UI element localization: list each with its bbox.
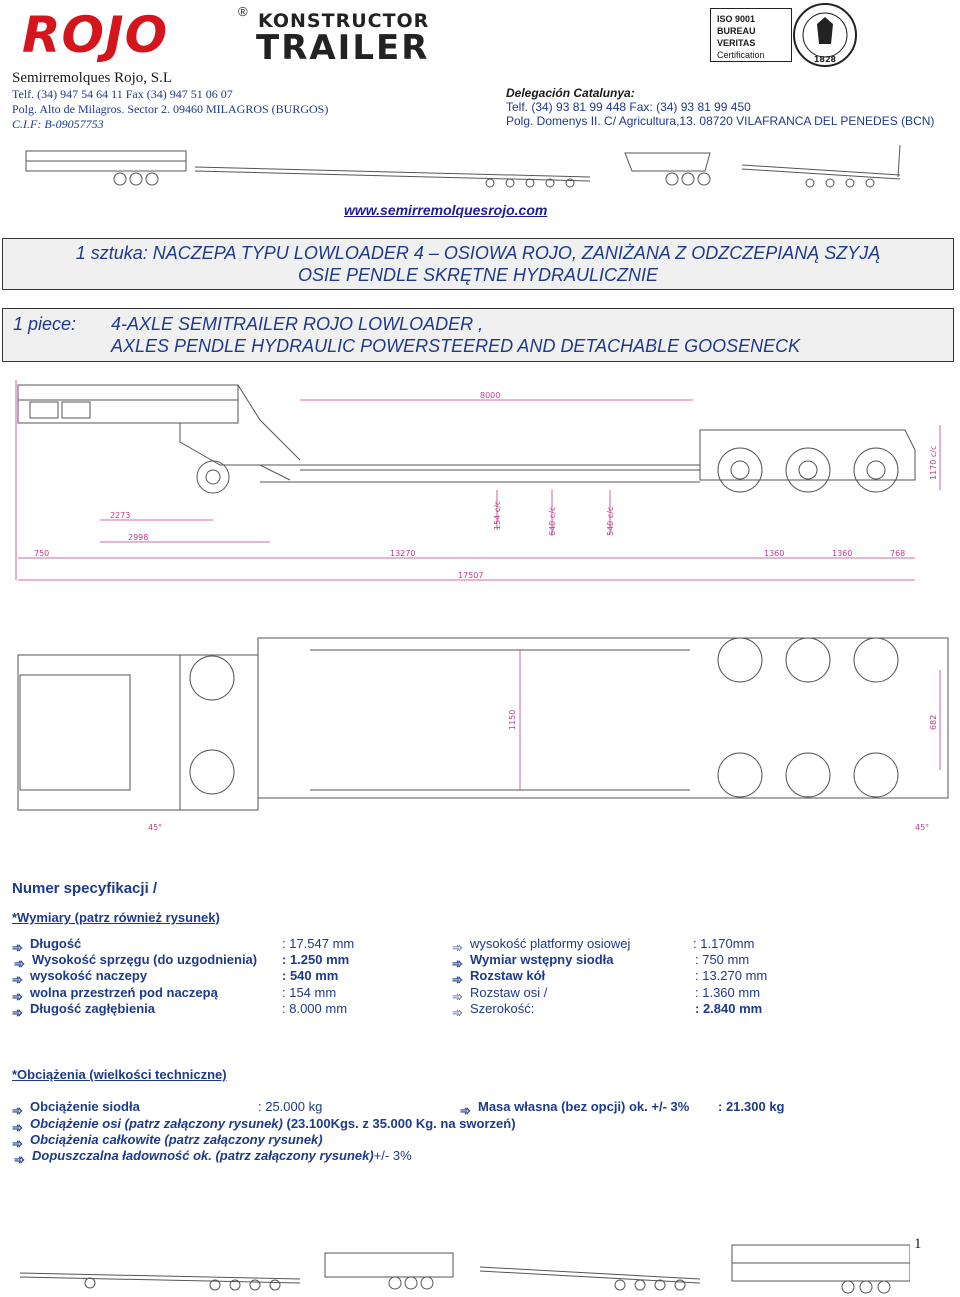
spec-row (12, 1001, 155, 1021)
delegation-title: Delegación Catalunya: (506, 86, 635, 100)
arrow-bullet-icon: ➾ (12, 989, 23, 1005)
company-cif: C.I.F: B-09057753 (12, 117, 104, 131)
load-value: (23.100Kgs. z 35.000 Kg. na sworzeń) (286, 1116, 516, 1131)
arrow-bullet-icon: ➾ (452, 940, 463, 956)
spec-value: : 17.547 mm (282, 936, 355, 951)
company-phone: Telf. (34) 947 54 64 11 Fax (34) 947 51 06 07 (12, 87, 233, 101)
spec-label: wolna przestrzeń pod naczepą (30, 985, 218, 1000)
arrow-bullet-icon: ➾ (460, 1103, 471, 1119)
load-label: Dopuszczalna ładowność ok. (patrz załączony rysunek) (32, 1148, 374, 1163)
cert-line: BUREAU VERITAS (717, 26, 756, 48)
page-number: 1 (914, 1236, 922, 1252)
iso-cert-badge (710, 8, 792, 62)
dim-label: 154 c/c (493, 500, 502, 530)
spec-row (452, 936, 631, 956)
spec-row (452, 968, 546, 988)
arrow-bullet-icon: ➾ (452, 972, 463, 988)
arrow-bullet-icon: ➾ (12, 1103, 23, 1119)
dim-label: 17507 (458, 571, 484, 580)
delegation-address: Polg. Domenys II. C/ Agricultura,13. 08720 VILAFRANCA DEL PENEDES (BCN) (506, 114, 935, 128)
load-row (12, 1132, 323, 1152)
cert-line: ISO 9001 (717, 14, 756, 24)
mass-value: : 21.300 kg (718, 1099, 785, 1114)
dim-label: 682 (929, 714, 938, 730)
dim-label: 768 (890, 549, 906, 558)
delegation-phone: Telf. (34) 93 81 99 448 Fax: (34) 93 81 99 450 (506, 100, 751, 114)
spec-title: Numer specyfikacji / (12, 880, 158, 897)
bureau-veritas-seal (792, 2, 858, 68)
delegation-block (506, 86, 934, 128)
spec-label: Wymiar wstępny siodła (470, 952, 614, 967)
dim-label: 540 c/c (606, 506, 615, 536)
load-label: Obciążenie osi (patrz załączony rysunek) (30, 1116, 283, 1131)
seal-year: 1828 (813, 55, 837, 64)
spec-label: wysokość platformy osiowej (470, 936, 631, 951)
side-view-drawing (0, 370, 960, 590)
arrow-bullet-icon: ➾ (12, 1005, 23, 1021)
load-value: +/- 3% (373, 1148, 412, 1163)
arrow-bullet-icon: ➾ (452, 1005, 463, 1021)
arrow-bullet-icon: ➾ (452, 956, 463, 972)
dim-label: 2273 (110, 511, 131, 520)
spec-row (12, 985, 218, 1005)
dim-label: 1150 (508, 709, 517, 730)
title-polish-line1: 1 sztuka: NACZEPA TYPU LOWLOADER 4 – OSIOWA ROJO, ZANIŻANA Z ODZCZEPIANĄ SZYJĄ (75, 243, 881, 263)
arrow-bullet-icon: ➾ (12, 1120, 23, 1136)
load-label: Obciążenie siodła (30, 1099, 140, 1114)
spec-row (452, 952, 614, 972)
spec-label: Szerokość: (470, 1001, 535, 1016)
spec-row (12, 968, 148, 988)
title-english-line1: 4-AXLE SEMITRAILER ROJO LOWLOADER , (111, 314, 484, 334)
trailer-logo: TRAILER (256, 28, 430, 68)
spec-value: : 2.840 mm (695, 1001, 763, 1016)
spec-label: Wysokość sprzęgu (do uzgodnienia) (32, 952, 258, 967)
dim-label: 45° (148, 823, 163, 832)
dims-heading: *Wymiary (patrz również rysunek) (12, 910, 220, 925)
spec-label: Długość (30, 936, 82, 951)
dim-label: 45° (915, 823, 930, 832)
spec-row (12, 936, 82, 956)
load-row (12, 1099, 140, 1119)
spec-value: : 1.360 mm (695, 985, 761, 1000)
dim-label: 8000 (480, 391, 501, 400)
mass-row (460, 1099, 690, 1119)
dim-label: 1360 (832, 549, 853, 558)
spec-value: : 13.270 mm (695, 968, 768, 983)
spec-value: : 8.000 mm (282, 1001, 348, 1016)
company-address: Polg. Alto de Milagros. Sector 2. 09460 MILAGROS (BURGOS) (12, 102, 329, 116)
title-polish-line2: OSIE PENDLE SKRĘTNE HYDRAULICZNIE (297, 265, 659, 285)
rojo-logo: ROJO (22, 6, 169, 64)
spec-label: wysokość naczepy (30, 968, 148, 983)
loads-heading: *Obciążenia (wielkości techniczne) (12, 1067, 227, 1082)
cert-line: Certification (717, 50, 765, 60)
arrow-bullet-icon: ➾ (452, 989, 463, 1005)
load-row (12, 1116, 516, 1136)
arrow-bullet-icon: ➾ (14, 956, 25, 972)
dim-label: 1360 (764, 549, 785, 558)
arrow-bullet-icon: ➾ (12, 1136, 23, 1152)
company-block (12, 70, 328, 132)
spec-row (14, 952, 258, 972)
konstructor-logo: KONSTRUCTOR (258, 10, 430, 32)
spec-value: : 540 mm (282, 968, 339, 983)
top-view-drawing (0, 630, 960, 845)
arrow-bullet-icon: ➾ (12, 972, 23, 988)
dim-label: 750 (34, 549, 50, 558)
spec-label: Długość zagłębienia (30, 1001, 155, 1016)
mass-label: Masa własna (bez opcji) ok. +/- 3% (478, 1099, 690, 1114)
spec-value: : 1.250 mm (282, 952, 350, 967)
registered-mark: ® (238, 4, 248, 19)
dim-label: 13270 (390, 549, 416, 558)
header-trailer-thumbnails (20, 145, 940, 195)
dim-label: 640 c/c (548, 506, 557, 536)
arrow-bullet-icon: ➾ (14, 1152, 25, 1168)
arrow-bullet-icon: ➾ (12, 940, 23, 956)
load-value: : 25.000 kg (258, 1099, 323, 1114)
spec-value: : 154 mm (282, 985, 337, 1000)
title-english (2, 308, 954, 362)
title-polish (2, 238, 954, 290)
company-name: Semirremolques Rojo, S.L (12, 70, 172, 86)
website-link[interactable]: www.semirremolquesrojo.com (344, 202, 548, 218)
spec-value: : 750 mm (695, 952, 750, 967)
spec-value: : 1.170mm (693, 936, 755, 951)
dim-label: 2998 (128, 533, 149, 542)
spec-label: Rozstaw kół (470, 968, 546, 983)
footer-trailer-thumbnails (10, 1235, 910, 1295)
spec-label: Rozstaw osi / (470, 985, 548, 1000)
title-english-label: 1 piece: (13, 314, 77, 334)
spec-row (452, 1001, 535, 1021)
load-row (14, 1148, 412, 1168)
title-english-line2: AXLES PENDLE HYDRAULIC POWERSTEERED AND DETACHABLE GOOSENECK (111, 336, 801, 356)
spec-row (452, 985, 548, 1005)
load-label: Obciążenia całkowite (patrz załączony rysunek) (30, 1132, 323, 1147)
dim-label: 1170 c/c (929, 445, 938, 480)
